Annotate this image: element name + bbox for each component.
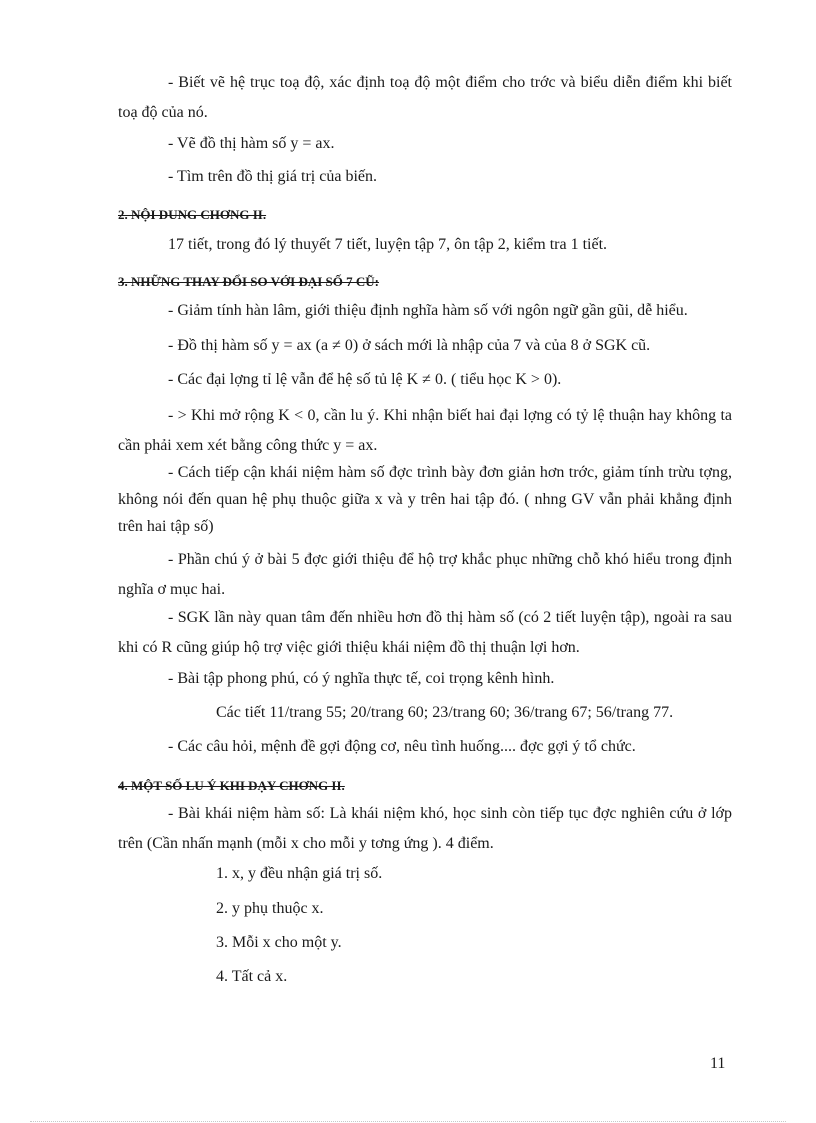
section-3-para-4: - > Khi mở rộng K < 0, cần lu ý. Khi nhận biết hai đại lợng có tỷ lệ thuận hay không ta cần phải xem xét bằng công thức y = ax. — [118, 407, 732, 454]
section-3-para-7: - SGK lần này quan tâm đến nhiều hơn đồ thị hàm số (có 2 tiết luyện tập), ngoài ra sau khi có R cũng giúp hộ trợ việc giới thiệu khái niệm đồ thị thuận lợi hơn. — [118, 609, 732, 656]
section-2-text: 17 tiết, trong đó lý thuyết 7 tiết, luyện tập 7, ôn tập 2, kiểm tra 1 tiết. — [168, 236, 608, 253]
section-3-para-1: - Giảm tính hàn lâm, giới thiệu định nghĩa hàm số với ngôn ngữ gần gũi, dễ hiểu. — [168, 302, 688, 319]
section-3-para-6: - Phần chú ý ở bài 5 đợc giới thiệu để hộ trợ khắc phục những chỗ khó hiểu trong định nghĩa ơ mục hai. — [118, 551, 732, 598]
list-item-1: 1. x, y đều nhận giá trị số. — [216, 865, 383, 882]
section-3-para-3: - Các đại lợng tỉ lệ vẫn để hệ số tủ lệ K ≠ 0. ( tiểu học K > 0). — [168, 371, 562, 388]
intro-line-2: - Vẽ đồ thị hàm số y = ax. — [168, 135, 335, 152]
page-number: 11 — [710, 1055, 726, 1072]
intro-line-1: - Biết vẽ hệ trục toạ độ, xác định toạ độ một điểm cho trớc và biểu diễn điểm khi biết toạ độ của nó. — [118, 74, 732, 121]
section-3-para-8: - Bài tập phong phú, có ý nghĩa thực tế, coi trọng kênh hình. — [168, 670, 555, 687]
list-item-3: 3. Mỗi x cho một y. — [216, 934, 342, 951]
list-item-4: 4. Tất cả x. — [216, 968, 288, 985]
section-4-para-1: - Bài khái niệm hàm số: Là khái niệm khó, học sinh còn tiếp tục đợc nghiên cứu ở lớp trên (Cần nhấn mạnh (mỗi x cho mỗi y tơng ứng ). 4 điểm. — [118, 805, 732, 852]
section-3-para-10: - Các câu hỏi, mệnh đề gợi động cơ, nêu tình huống.... đợc gợi ý tổ chức. — [168, 738, 636, 755]
list-item-2: 2. y phụ thuộc x. — [216, 900, 324, 917]
section-4-heading: 4. MỘT SỐ LU Ý KHI DẠY CHƠNG II. — [118, 778, 345, 793]
intro-line-3: - Tìm trên đồ thị giá trị của biến. — [168, 168, 377, 185]
section-3-heading: 3. NHỮNG THAY ĐỔI SO VỚI ĐẠI SỐ 7 CŨ: — [118, 274, 380, 289]
section-2-heading: 2. NỘI DUNG CHƠNG II. — [118, 207, 267, 222]
section-3-para-2: - Đồ thị hàm số y = ax (a ≠ 0) ở sách mới là nhập của 7 và của 8 ở SGK cũ. — [168, 337, 651, 354]
bottom-dotted-rule — [30, 1121, 786, 1122]
section-3-para-5: - Cách tiếp cận khái niệm hàm số đợc trình bày đơn giản hơn trớc, giảm tính trừu tợng, không nói đến quan hệ phụ thuộc giữa x và y trên hai tập đó. ( nhng GV vẫn phải khẳng định trên hai tập số) — [118, 464, 732, 535]
section-3-para-9: Các tiết 11/trang 55; 20/trang 60; 23/trang 60; 36/trang 67; 56/trang 77. — [216, 704, 674, 721]
